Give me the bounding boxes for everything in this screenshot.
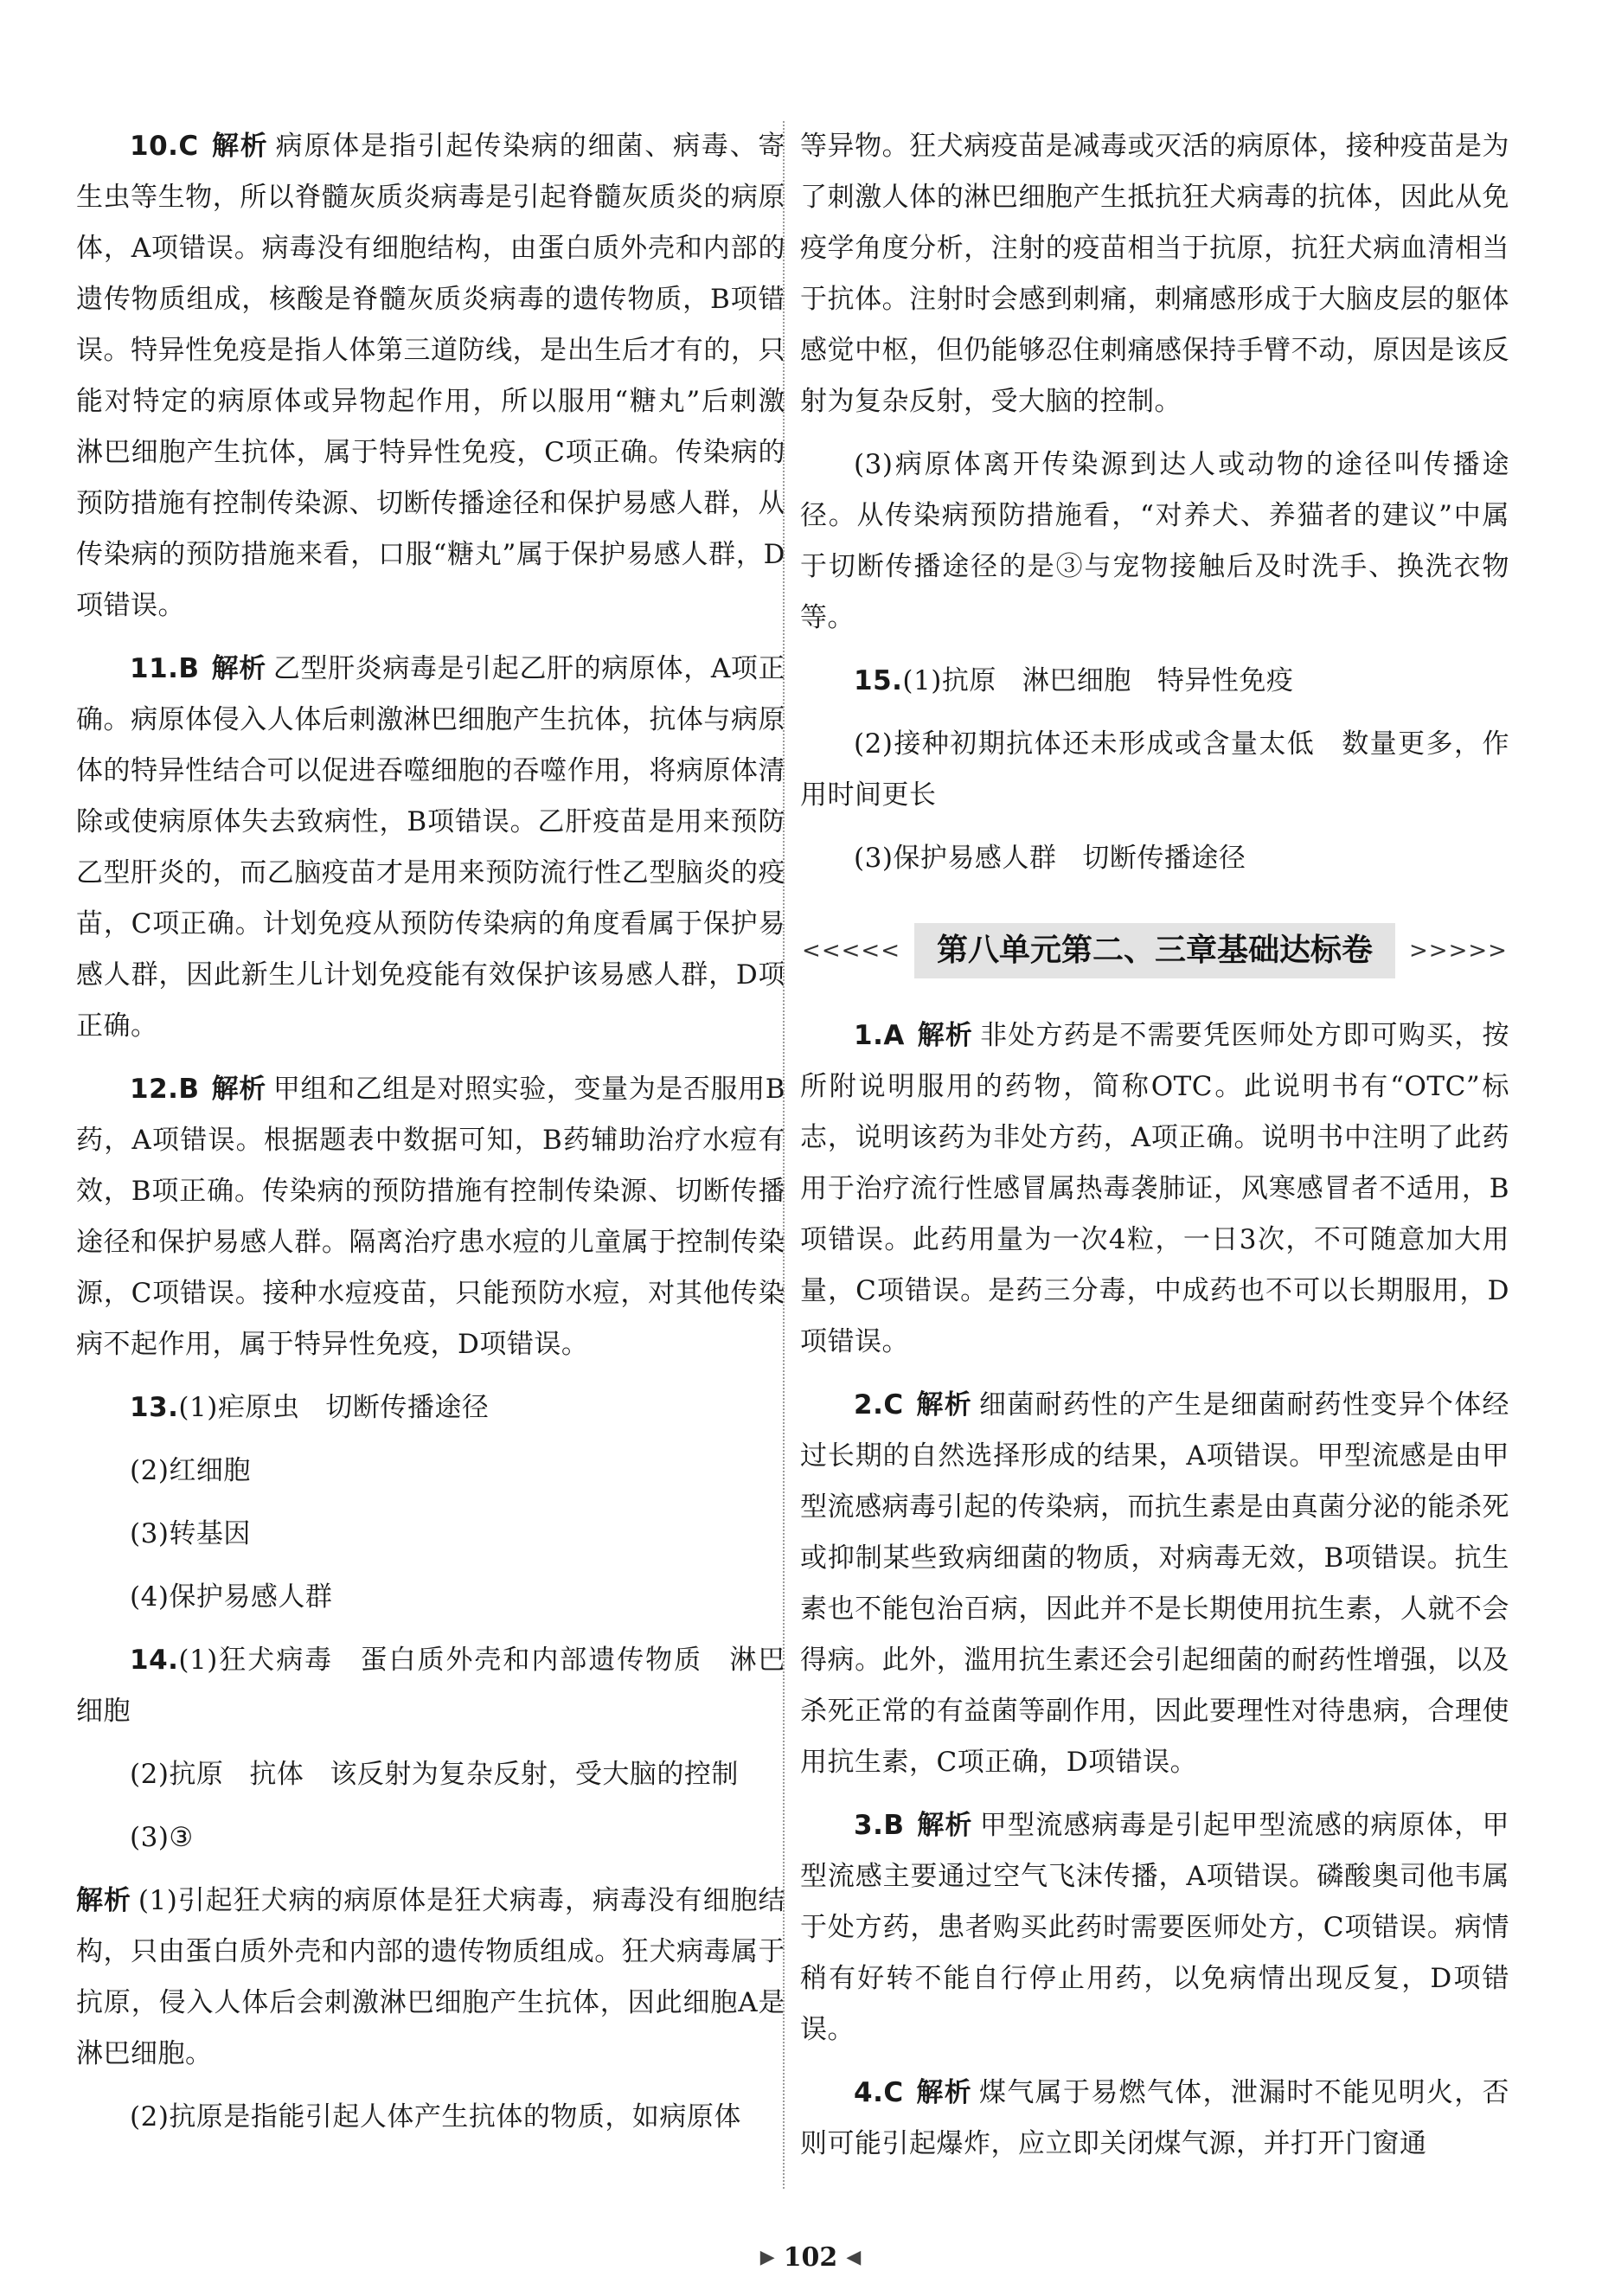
answer-14-part1: 14.(1)狂犬病毒 蛋白质外壳和内部遗传物质 淋巴细胞 [76, 1645, 785, 1727]
right-triangle-icon: ▶ [759, 2247, 775, 2268]
answer-14-explanation-2: (2)抗原是指能引起人体产生抗体的物质，如病原体 [130, 2101, 741, 2132]
section-answer-3: 3.B 解析 甲型流感病毒是引起甲型流感的病原体，甲型流感主要通过空气飞沫传播，A项错误。磷酸奥司他韦属于处方药，患者购买此药时需要医师处方，C项错误。病情稍有好转不能自行停止用药，以免病情出现反复，D项错误。 [800, 1810, 1510, 2045]
left-arrows-decoration: <<<<< [802, 938, 900, 964]
left-triangle-icon: ◀ [846, 2247, 862, 2268]
answer-13-part2: (2)红细胞 [130, 1455, 251, 1486]
answer-14-part2: (2)抗原 抗体 该反射为复杂反射，受大脑的控制 [130, 1759, 739, 1790]
answer-11: 11.B 解析 乙型肝炎病毒是引起乙肝的病原体，A项正确。病原体侵入人体后刺激淋巴细胞产生抗体，抗体与病原体的特异性结合可以促进吞噬细胞的吞噬作用，将病原体清除或使病原体失去致病性，B项错误。乙肝疫苗是用来预防乙型肝炎的，而乙脑疫苗才是用来预防流行性乙型脑炎的疫苗，C项正确。计划免疫从预防传染病的角度看属于保护易感人群，因此新生儿计划免疫能有效保护该易感人群，D项正确。 [76, 653, 786, 1042]
page-number: 102 [783, 2242, 838, 2273]
section-heading [800, 920, 1509, 981]
answer-10: 10.C 解析 病原体是指引起传染病的细菌、病毒、寄生虫等生物，所以脊髓灰质炎病毒是引起脊髓灰质炎的病原体，A项错误。病毒没有细胞结构，由蛋白质外壳和内部的遗传物质组成，核酸是脊髓灰质炎病毒的遗传物质，B项错误。特异性免疫是指人体第三道防线，是出生后才有的，只能对特定的病原体或异物起作用，所以服用“糖丸”后刺激淋巴细胞产生抗体，属于特异性免疫，C项正确。传染病的预防措施有控制传染源、切断传播途径和保护易感人群，从传染病的预防措施来看，口服“糖丸”属于保护易感人群，D项错误。 [76, 131, 786, 621]
answer-14-explanation-1: 解析 (1)引起狂犬病的病原体是狂犬病毒，病毒没有细胞结构，只由蛋白质外壳和内部的遗传物质组成。狂犬病毒属于抗原，侵入人体后会刺激淋巴细胞产生抗体，因此细胞A是淋巴细胞。 [76, 1885, 785, 2069]
answer-15-part1: 15.(1)抗原 淋巴细胞 特异性免疫 [854, 665, 1294, 696]
answer-14-part3: (3)③ [130, 1822, 194, 1853]
section-title: 第八单元第二、三章基础达标卷 [914, 923, 1395, 978]
right-column [800, 121, 1509, 2182]
answer-12: 12.B 解析 甲组和乙组是对照实验，变量为是否服用B药，A项错误。根据题表中数据可知，B药辅助治疗水痘有效，B项正确。传染病的预防措施有控制传染源、切断传播途径和保护易感人群。隔离治疗患水痘的儿童属于控制传染源，C项错误。接种水痘疫苗，只能预防水痘，对其他传染病不起作用，属于特异性免疫，D项错误。 [76, 1074, 785, 1360]
answer-14-explanation-2-cont: 等异物。狂犬病疫苗是减毒或灭活的病原体，接种疫苗是为了刺激人体的淋巴细胞产生抵抗狂犬病毒的抗体，因此从免疫学角度分析，注射的疫苗相当于抗原，抗狂犬病血清相当于抗体。注射时会感到刺痛，刺痛感形成于大脑皮层的躯体感觉中枢，但仍能够忍住刺痛感保持手臂不动，原因是该反射为复杂反射，受大脑的控制。 [800, 131, 1509, 417]
answer-13-part1: 13.(1)疟原虫 切断传播途径 [130, 1392, 490, 1423]
section-answer-1: 1.A 解析 非处方药是不需要凭医师处方即可购买，按所附说明服用的药物，简称OTC。此说明书有“OTC”标志，说明该药为非处方药，A项正确。说明书中注明了此药用于治疗流行性感冒属热毒袭肺证，风寒感冒者不适用，B项错误。此药用量为一次4粒，一日3次，不可随意加大用量，C项错误。是药三分毒，中成药也不可以长期服用，D项错误。 [800, 1020, 1510, 1357]
answer-14-explanation-3: (3)病原体离开传染源到达人或动物的途径叫传播途径。从传染病预防措施看，“对养犬、养猫者的建议”中属于切断传播途径的是③与宠物接触后及时洗手、换洗衣物等。 [800, 449, 1509, 633]
answer-15-part2: (2)接种初期抗体还未形成或含量太低 数量更多，作用时间更长 [800, 728, 1509, 811]
right-arrows-decoration: >>>>> [1409, 938, 1508, 964]
page-footer [0, 2242, 1621, 2273]
answer-13-part4: (4)保护易感人群 [130, 1581, 333, 1613]
column-divider [783, 121, 785, 2189]
left-column [76, 121, 785, 2155]
answer-13-part3: (3)转基因 [130, 1518, 251, 1549]
answer-15-part3: (3)保护易感人群 切断传播途径 [854, 843, 1246, 874]
section-answer-4: 4.C 解析 煤气属于易燃气体，泄漏时不能见明火，否则可能引起爆炸，应立即关闭煤气源，并打开门窗通 [800, 2077, 1510, 2159]
section-answer-2: 2.C 解析 细菌耐药性的产生是细菌耐药性变异个体经过长期的自然选择形成的结果，A项错误。甲型流感是由甲型流感病毒引起的传染病，而抗生素是由真菌分泌的能杀死或抑制某些致病细菌的物质，对病毒无效，B项错误。抗生素也不能包治百病，因此并不是长期使用抗生素，人就不会得病。此外，滥用抗生素还会引起细菌的耐药性增强，以及杀死正常的有益菌等副作用，因此要理性对待患病，合理使用抗生素，C项正确，D项错误。 [800, 1389, 1510, 1778]
